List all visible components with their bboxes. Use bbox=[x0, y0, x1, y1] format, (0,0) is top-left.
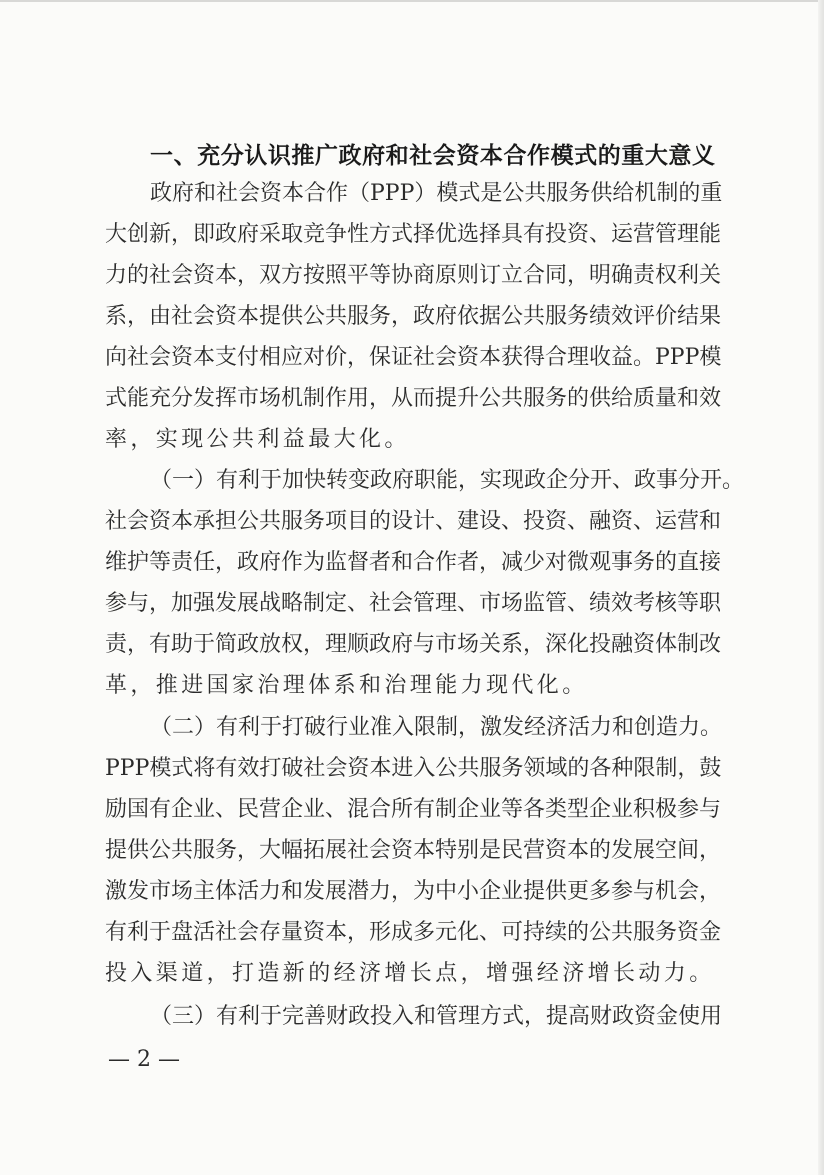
section-heading: 一、充分认识推广政府和社会资本合作模式的重大意义 bbox=[150, 142, 715, 169]
page-number: — 2 — bbox=[108, 1047, 180, 1072]
paragraph-line: PPP模式将有效打破社会资本进入公共服务领域的各种限制，鼓 bbox=[105, 756, 722, 781]
paragraph-first-line: 政府和社会资本合作（PPP）模式是公共服务供给机制的重 bbox=[150, 181, 723, 206]
paragraph-line: 力的社会资本，双方按照平等协商原则订立合同，明确责权利关 bbox=[105, 263, 722, 288]
paragraph-line: 励国有企业、民营企业、混合所有制企业等各类型企业积极参与 bbox=[105, 797, 722, 822]
paragraph-first-line: （二）有利于打破行业准入限制，激发经济活力和创造力。 bbox=[150, 715, 723, 740]
paragraph-line: 式能充分发挥市场机制作用，从而提升公共服务的供给质量和效 bbox=[105, 386, 722, 411]
paragraph-first-line: （一）有利于加快转变政府职能，实现政企分开、政事分开。 bbox=[150, 468, 745, 493]
paragraph-line: 大创新，即政府采取竞争性方式择优选择具有投资、运营管理能 bbox=[105, 222, 722, 247]
paragraph-line: 提供公共服务，大幅拓展社会资本特别是民营资本的发展空间， bbox=[105, 838, 722, 863]
paragraph-line: 向社会资本支付相应对价，保证社会资本获得合理收益。PPP模 bbox=[105, 345, 722, 370]
paragraph-first-line: （三）有利于完善财政投入和管理方式，提高财政资金使用 bbox=[150, 1004, 723, 1029]
paragraph-line: 革，推进国家治理体系和治理能力现代化。 bbox=[105, 673, 588, 698]
paragraph-line: 系，由社会资本提供公共服务，政府依据公共服务绩效评价结果 bbox=[105, 304, 722, 329]
paragraph-line: 责，有助于简政放权，理顺政府与市场关系，深化投融资体制改 bbox=[105, 632, 722, 657]
paragraph-line: 参与，加强发展战略制定、社会管理、市场监管、绩效考核等职 bbox=[105, 591, 722, 616]
paragraph-line: 率，实现公共利益最大化。 bbox=[105, 427, 410, 452]
scan-top-edge bbox=[0, 0, 824, 2]
paragraph-line: 社会资本承担公共服务项目的设计、建设、投资、融资、运营和 bbox=[105, 509, 722, 534]
scan-right-edge bbox=[818, 0, 824, 1175]
paragraph-line: 激发市场主体活力和发展潜力，为中小企业提供更多参与机会， bbox=[105, 879, 722, 904]
paragraph-line: 维护等责任，政府作为监督者和合作者，减少对微观事务的直接 bbox=[105, 550, 722, 575]
paragraph-line: 有利于盘活社会存量资本，形成多元化、可持续的公共服务资金 bbox=[105, 920, 722, 945]
paragraph-line: 投入渠道，打造新的经济增长点，增强经济增长动力。 bbox=[105, 961, 715, 986]
